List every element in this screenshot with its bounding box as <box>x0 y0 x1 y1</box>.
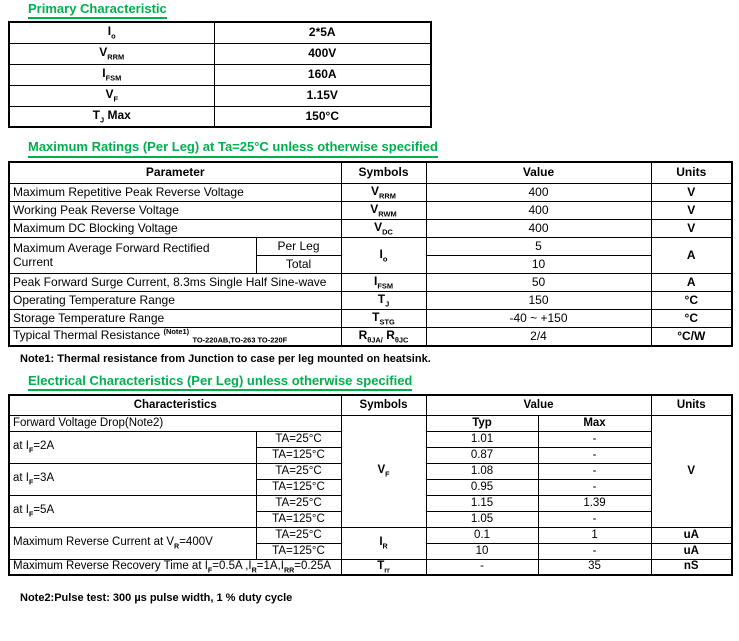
column-header-units: Units <box>651 395 732 415</box>
value-cell: -40 ~ +150 <box>426 310 651 328</box>
symbol-cell: $I_o$ <box>9 22 214 43</box>
symbol-cell: $V_{RRM}$ <box>9 43 214 64</box>
temperature-cell: TA=125°C <box>256 479 341 495</box>
typ-value-cell: - <box>426 559 538 575</box>
unit-cell-vf: V <box>651 415 732 527</box>
section-heading-maximum-ratings <box>28 140 739 157</box>
unit-cell: A <box>651 274 732 292</box>
column-header-symbols: Symbols <box>341 395 426 415</box>
typ-value-cell: 1.15 <box>426 495 538 511</box>
table-row <box>9 184 732 202</box>
condition-group-cell: at $I_F=5A$ <box>9 495 256 527</box>
symbol-cell: $I_{FSM}$ <box>341 274 426 292</box>
maximum-ratings-table <box>8 161 733 347</box>
value-cell: 10 <box>426 256 651 274</box>
max-value-cell: - <box>538 431 651 447</box>
typ-value-cell: 1.01 <box>426 431 538 447</box>
parameter-cell: Typical Thermal Resistance $^{(Note1)}$ $_{TO-220AB,TO-263 TO-220F}$ <box>9 328 341 346</box>
parameter-cell: Maximum DC Blocking Voltage <box>9 220 341 238</box>
max-value-cell: - <box>538 463 651 479</box>
column-header-characteristics: Characteristics <box>9 395 341 415</box>
column-header-value: Value <box>426 395 651 415</box>
heading-text-electrical: Electrical Characteristics (Per Leg) unless otherwise specified <box>28 374 412 391</box>
condition-cell: Total <box>256 256 341 274</box>
condition-group-cell: at $I_F=3A$ <box>9 463 256 495</box>
symbol-cell-ir: $I_R$ <box>341 527 426 559</box>
table-row <box>9 202 732 220</box>
value-cell: 5 <box>426 238 651 256</box>
parameter-cell: Maximum Average Forward Rectified Current <box>9 238 256 274</box>
temperature-cell: TA=25°C <box>256 431 341 447</box>
typ-value-cell: 0.87 <box>426 447 538 463</box>
symbol-cell: $R_{\theta JA/}$ $R_{\theta JC}$ <box>341 328 426 346</box>
max-value-cell: 1 <box>538 527 651 543</box>
value-cell: 400 <box>426 202 651 220</box>
table-row <box>9 106 431 127</box>
note2-text: Note2:Pulse test: 300 µs pulse width, 1 % duty cycle <box>20 592 293 605</box>
column-header-parameter: Parameter <box>9 162 341 184</box>
column-header-typ: Typ <box>426 415 538 431</box>
column-header-max: Max <box>538 415 651 431</box>
typ-value-cell: 0.95 <box>426 479 538 495</box>
table-row <box>9 559 732 575</box>
unit-cell: uA <box>651 543 732 559</box>
value-cell: 400 <box>426 184 651 202</box>
max-value-cell: - <box>538 479 651 495</box>
symbol-cell: $T_J$ Max <box>9 106 214 127</box>
max-value-cell: 1.39 <box>538 495 651 511</box>
value-cell: 400 <box>426 220 651 238</box>
symbol-cell-vf: $V_F$ <box>341 415 426 527</box>
unit-cell: uA <box>651 527 732 543</box>
value-cell: 2/4 <box>426 328 651 346</box>
value-cell: 1.15V <box>214 85 431 106</box>
max-value-cell: - <box>538 447 651 463</box>
table-row <box>9 328 732 346</box>
temperature-cell: TA=25°C <box>256 463 341 479</box>
unit-cell: V <box>651 184 732 202</box>
symbol-cell: $V_{RRM}$ <box>341 184 426 202</box>
table-row <box>9 85 431 106</box>
table-row <box>9 274 732 292</box>
typ-value-cell: 1.08 <box>426 463 538 479</box>
unit-cell: A <box>651 238 732 274</box>
parameter-cell: Peak Forward Surge Current, 8.3ms Single Half Sine-wave <box>9 274 341 292</box>
unit-cell: °C <box>651 310 732 328</box>
max-value-cell: - <box>538 511 651 527</box>
symbol-cell: $V_{RWM}$ <box>341 202 426 220</box>
table-row <box>9 43 431 64</box>
value-cell: 150°C <box>214 106 431 127</box>
section-heading-primary <box>28 2 739 19</box>
unit-cell: °C/W <box>651 328 732 346</box>
typ-value-cell: 0.1 <box>426 527 538 543</box>
unit-cell: nS <box>651 559 732 575</box>
unit-cell: V <box>651 202 732 220</box>
table-header-row <box>9 395 732 415</box>
table-row <box>9 527 732 543</box>
temperature-cell: TA=125°C <box>256 543 341 559</box>
electrical-characteristics-table <box>8 394 733 576</box>
table-row <box>9 292 732 310</box>
heading-text-primary: Primary Characteristic <box>28 2 167 19</box>
section-heading-electrical <box>28 374 739 391</box>
characteristic-cell: Maximum Reverse Current at $V_R=400V$ <box>9 527 256 559</box>
parameter-cell: Working Peak Reverse Voltage <box>9 202 341 220</box>
table-row <box>9 310 732 328</box>
temperature-cell: TA=125°C <box>256 511 341 527</box>
parameter-cell: Operating Temperature Range <box>9 292 341 310</box>
column-header-value: Value <box>426 162 651 184</box>
symbol-cell: $T_J$ <box>341 292 426 310</box>
primary-characteristic-table <box>8 21 432 128</box>
typ-value-cell: 1.05 <box>426 511 538 527</box>
symbol-cell: $T_{STG}$ <box>341 310 426 328</box>
symbol-cell: $V_{DC}$ <box>341 220 426 238</box>
column-header-symbols: Symbols <box>341 162 426 184</box>
note1-text: Note1: Thermal resistance from Junction to case per leg mounted on heatsink. <box>20 353 431 366</box>
condition-group-cell: at $I_F=2A$ <box>9 431 256 463</box>
table-row <box>9 64 431 85</box>
value-cell: 50 <box>426 274 651 292</box>
symbol-cell: $I_{FSM}$ <box>9 64 214 85</box>
parameter-cell: Maximum Repetitive Peak Reverse Voltage <box>9 184 341 202</box>
condition-cell: Per Leg <box>256 238 341 256</box>
table-header-row <box>9 162 732 184</box>
heading-text-maximum-ratings: Maximum Ratings (Per Leg) at Ta=25°C unless otherwise specified <box>28 140 438 157</box>
temperature-cell: TA=25°C <box>256 527 341 543</box>
value-cell: 400V <box>214 43 431 64</box>
symbol-cell-trr: $T_{rr}$ <box>341 559 426 575</box>
temperature-cell: TA=125°C <box>256 447 341 463</box>
temperature-cell: TA=25°C <box>256 495 341 511</box>
table-row <box>9 220 732 238</box>
table-row <box>9 415 732 431</box>
table-row <box>9 22 431 43</box>
unit-cell: °C <box>651 292 732 310</box>
table-row <box>9 238 732 256</box>
column-header-units: Units <box>651 162 732 184</box>
characteristic-cell: Maximum Reverse Recovery Time at $I_F=0.5A$ $,I_R=1A,I_{RR}=0.25A$ <box>9 559 341 575</box>
value-cell: 160A <box>214 64 431 85</box>
symbol-cell: $I_o$ <box>341 238 426 274</box>
max-value-cell: 35 <box>538 559 651 575</box>
typ-value-cell: 10 <box>426 543 538 559</box>
characteristic-cell: Forward Voltage Drop(Note2) <box>9 415 341 431</box>
value-cell: 150 <box>426 292 651 310</box>
value-cell: 2*5A <box>214 22 431 43</box>
max-value-cell: - <box>538 543 651 559</box>
symbol-cell: $V_F$ <box>9 85 214 106</box>
unit-cell: V <box>651 220 732 238</box>
parameter-cell: Storage Temperature Range <box>9 310 341 328</box>
